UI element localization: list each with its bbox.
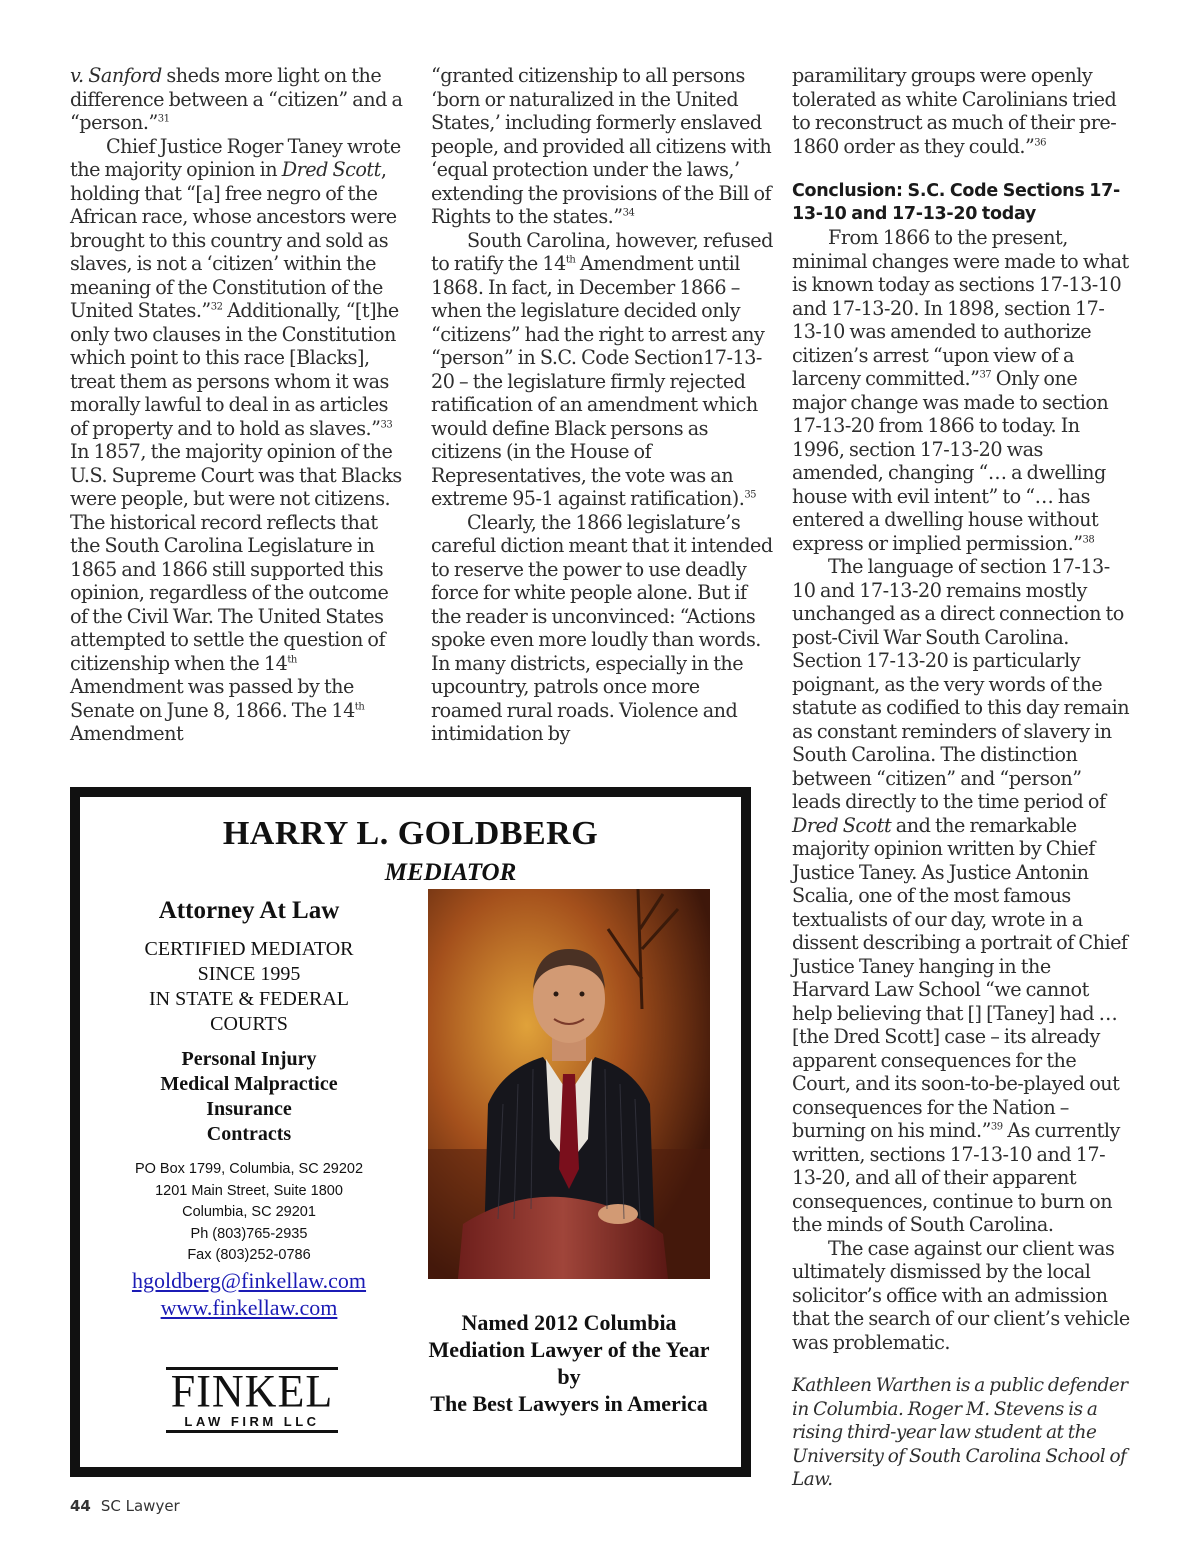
article-column-1 [70, 64, 408, 746]
practice-area: Contracts [206, 1123, 292, 1145]
fax-line: Fax (803)252-0786 [187, 1247, 311, 1263]
ad-role: MEDIATOR [384, 859, 517, 886]
logo-wordmark: FINKEL [170, 1365, 334, 1418]
address-line: PO Box 1799, Columbia, SC 29202 [134, 1161, 364, 1177]
paragraph: The language of section 17-13-10 and 17-13-20 remains mostly unchanged as a direct connection to post-Civil War South Carolina. Section 17-13-20 is particularly poignant, as the very words of the statute as codified to this day remain as constant reminders of slavery in South Carolina. The distinction between “citizen” and “person” leads directly to the time period of Dred Scott and the remarkable majority opinion written by Chief Justice Taney. As Justice Antonin Scalia, one of the most famous textualists of our day, wrote in a dissent describing a portrait of Chief Justice Taney hanging in the Harvard Law School “we cannot help believing that [] [Taney] had … [the Dred Scott] case – its already apparent consequences for the Court, and its soon-to-be-played out consequences for the Nation – burning on his mind.”$^{39}$ As currently written, sections 17-13-10 and 17-13-20, and all of their apparent consequences, continue to burn on the minds of South Carolina. [792, 555, 1130, 1236]
ad-details [90, 897, 408, 1321]
publication-name: SC Lawyer [100, 1497, 180, 1515]
paragraph: The case against our client was ultimately dismissed by the local solicitor’s office with an admission that the search of our client’s vehicle was problematic. [792, 1236, 1130, 1354]
practice-area: Personal Injury [181, 1048, 317, 1070]
article-column-2 [431, 64, 773, 746]
paragraph: “granted citizenship to all persons ‘born or naturalized in the United States,’ including formerly enslaved people, and provided all citizens with ‘equal protection under the laws,’ extending the provisions of the Bill of Rights to the states.”$^{34}$ [431, 64, 772, 228]
address-block [90, 1159, 408, 1267]
award-line: Mediation Lawyer of the Year [428, 1337, 710, 1362]
logo-subtitle: LAW FIRM LLC [184, 1414, 320, 1429]
paragraph: South Carolina, however, refused to ratify the 14th Amendment until 1868. In fact, in December 1866 – when the legislature decided only “citizens” had the right to arrest any “person” in S.C. Code Section17-13-20 – the legislature firmly rejected ratification of an amendment which would define Black persons as citizens (in the House of Representatives, the vote was an extreme 95-1 against ratification).$^{35}$ [431, 228, 773, 510]
section-heading: Conclusion: S.C. Code Sections 17-13-10 and 17-13-20 today [792, 181, 1120, 224]
finkel-law-firm-logo [162, 1367, 342, 1439]
cert-line: CERTIFIED MEDIATOR [144, 938, 354, 960]
lawyer-advertisement [70, 787, 751, 1477]
paragraph: Clearly, the 1866 legislature’s careful diction meant that it intended to reserve the power to use deadly force for white people alone. But if the reader is unconvinced: “Actions spoke even more loudly than words. In many districts, especially in the upcountry, patrols once more roamed rural roads. Violence and intimidation by [431, 510, 773, 745]
address-line: Columbia, SC 29201 [182, 1204, 316, 1220]
page-footer [70, 1497, 180, 1515]
address-line: 1201 Main Street, Suite 1800 [155, 1182, 343, 1199]
paragraph: Chief Justice Roger Taney wrote the majority opinion in Dred Scott, holding that “[a] free negro of the African race, whose ancestors were brought to this country and sold as slaves, is not a ‘citizen’ within the meaning of the Constitution of the United States.”$^{32}$ Additionally, “[t]he only two clauses in the Constitution which point to this race [Blacks], treat them as persons whom it was morally lawful to deal in as articles of property and to hold as slaves.”$^{33}$ In 1857, the majority opinion of the U.S. Supreme Court was that Blacks were people, but were not citizens. The historical record reflects that the South Carolina Legislature in 1865 and 1866 still supported this opinion, regardless of the outcome of the Civil War. The United States attempted to settle the question of citizenship when the 14th Amendment was passed by the Senate on June 8, 1866. The 14th Amendment [70, 134, 402, 745]
article-column-3 [792, 64, 1132, 1492]
logo-rule [166, 1430, 338, 1433]
ad-name: HARRY L. GOLDBERG [222, 815, 599, 852]
page-number: 44 [70, 1497, 91, 1515]
website-link[interactable]: www.finkellaw.com [160, 1294, 338, 1320]
portrait-photo [428, 889, 710, 1279]
practice-area: Insurance [206, 1098, 292, 1120]
cert-line: COURTS [210, 1013, 288, 1035]
cert-line: SINCE 1995 [197, 963, 301, 985]
award-text [413, 1309, 725, 1417]
award-line: The Best Lawyers in America [430, 1391, 708, 1416]
author-byline: Kathleen Warthen is a public defender in Columbia. Roger M. Stevens is a rising third-year law student at the University of South Carolina School of Law. [792, 1375, 1128, 1490]
award-line: by [557, 1364, 581, 1389]
paragraph: From 1866 to the present, minimal changes were made to what is known today as sections 17-13-10 and 17-13-20. In 1898, section 17-13-10 was amended to authorize citizen’s arrest “upon view of a larceny committed.”$^{37}$ Only one major change was made to section 17-13-20 from 1866 to today. In 1996, section 17-13-20 was amended, changing “… a dwelling house with evil intent” to “… has entered a dwelling house without express or implied permission.”$^{38}$ [792, 226, 1129, 555]
certification-block [90, 937, 408, 1037]
paragraph: v. Sanford sheds more light on the difference between a “citizen” and a “person.”$^{31}$ [70, 64, 403, 134]
practice-area: Medical Malpractice [160, 1073, 338, 1095]
award-line: Named 2012 Columbia [461, 1310, 677, 1335]
practice-areas [90, 1047, 408, 1147]
portrait-illustration [428, 889, 710, 1279]
ad-title: Attorney At Law [158, 897, 340, 924]
cert-line: IN STATE & FEDERAL [148, 988, 350, 1010]
paragraph: paramilitary groups were openly tolerated as white Carolinians tried to reconstruct as much of their pre-1860 order as they could.”$^{36}$ [792, 64, 1117, 158]
phone-line: Ph (803)765-2935 [190, 1225, 308, 1242]
email-link[interactable]: hgoldberg@finkellaw.com [131, 1267, 367, 1293]
